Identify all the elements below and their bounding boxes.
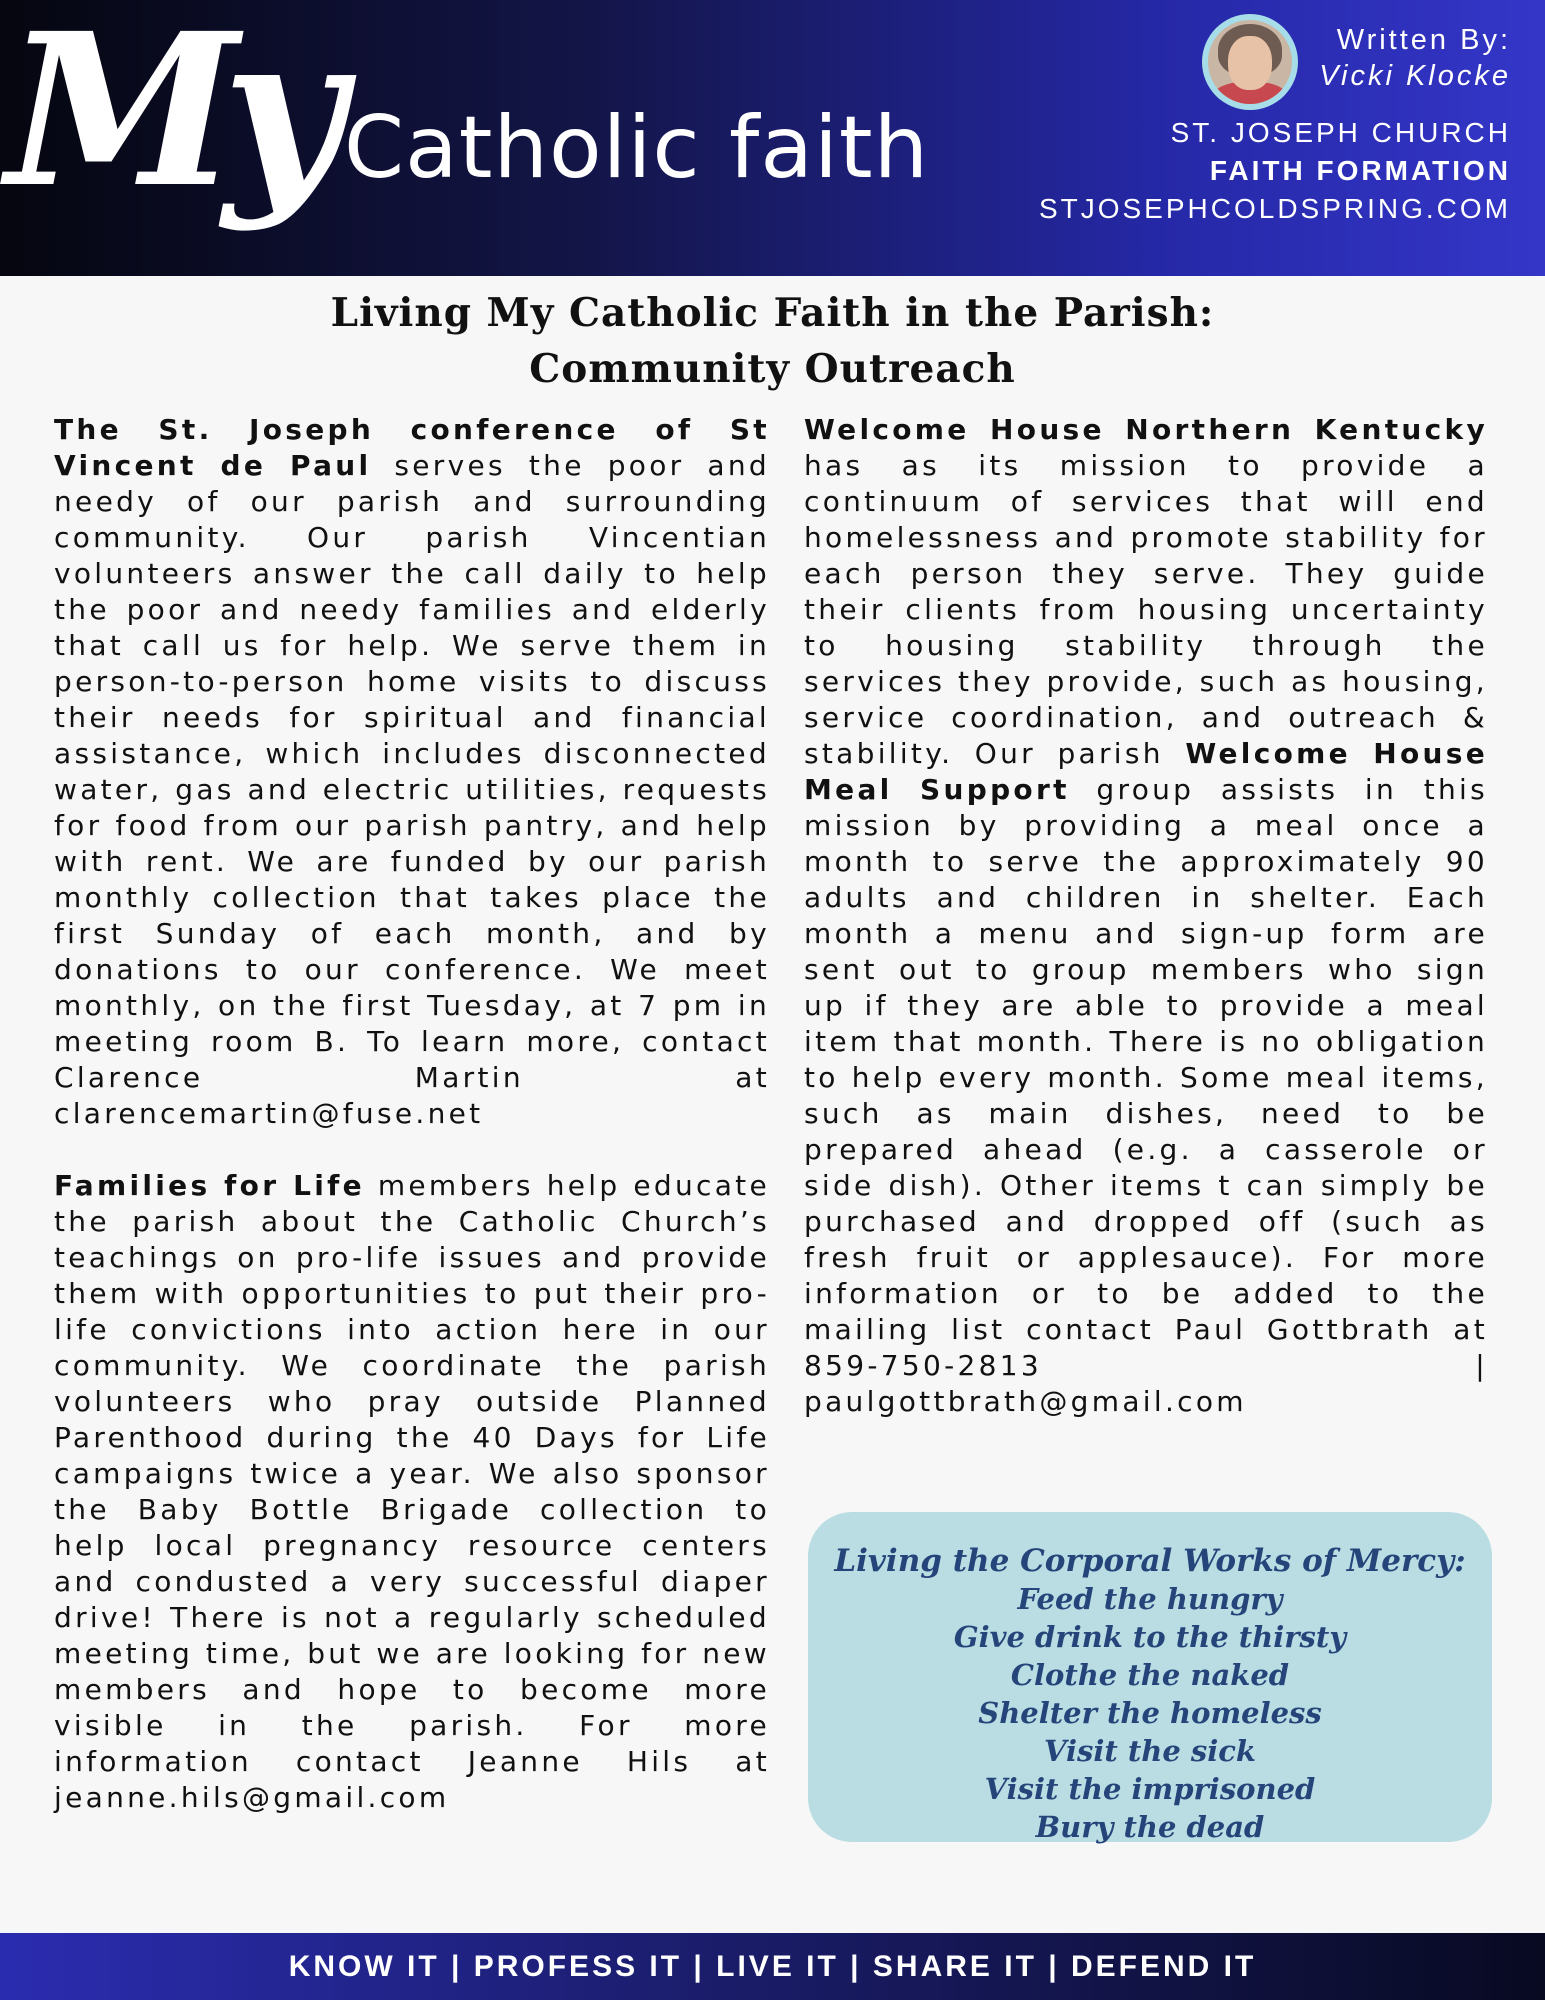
welcome-house-heading: Welcome House Northern Kentucky	[804, 413, 1488, 446]
mercy-item: Feed the hungry	[1017, 1582, 1283, 1616]
welcome-house-body-2: group assists in this mission by providing a meal once a month to serve the approximately 90 adults and children in shelter. Each month a menu and sign-up form are sent out to group members who sign up if they are able to provide a meal item that month. There is no obligation to help every month. Some meal items, such as main dishes, need to be prepared ahead (e.g. a casserole or side dish). Other items t can simply be purchased and dropped off (such as fresh fruit or applesauce). For more information or to be added to the mailing list contact Paul Gottbrath at 859-750-2813 | paulgottbrath@gmail.com	[804, 773, 1488, 1418]
svdp-heading: The St. Joseph conference of St Vincent de Paul	[54, 413, 770, 482]
ffl-body: members help educate the parish about the Catholic Church’s teachings on pro-life issues and provide them with opportunities to put their pro-life convictions into action here in our community. We coordinate the parish volunteers who pray outside Planned Parenthood during the 40 Days for Life campaigns twice a year. We also sponsor the Baby Bottle Brigade collection to help local pregnancy resource centers and condusted a very successful diaper drive! There is not a regularly scheduled meeting time, but we are looking for new members and hope to become more visible in the parish. For more information contact Jeanne Hils at jeanne.hils@gmail.com	[54, 1169, 770, 1814]
welcome-house-paragraph	[804, 412, 1488, 1420]
author-block	[1319, 22, 1511, 94]
svdp-body: serves the poor and needy of our parish and surrounding community. Our parish Vincentian volunteers answer the call daily to help the poor and needy families and elderly that call us for help. We serve them in person-to-person home visits to discuss their needs for spiritual and financial assistance, which includes disconnected water, gas and electric utilities, requests for food from our parish pantry, and help with rent. We are funded by our parish monthly collection that takes place the first Sunday of each month, and by donations to our conference. We meet monthly, on the first Tuesday, at 7 pm in meeting room B. To learn more, contact Clarence Martin at clarencemartin@fuse.net	[54, 449, 770, 1130]
welcome-house-body-1: has as its mission to provide a continuum of services that will end homelessness and promote stability for each person they serve. They guide their clients from housing uncertainty to housing stability through the services they provide, such as housing, service coordination, and outreach & stability. Our parish	[804, 449, 1488, 770]
page-title-line-2: Community Outreach	[529, 346, 1016, 392]
mercy-item: Shelter the homeless	[978, 1696, 1322, 1730]
parish-block	[1039, 114, 1511, 228]
ffl-heading: Families for Life	[54, 1169, 365, 1202]
ffl-paragraph	[54, 1168, 770, 1816]
page-title-line-1: Living My Catholic Faith in the Parish:	[330, 290, 1215, 336]
logo-my: My	[6, 0, 329, 234]
left-column	[54, 412, 770, 1852]
footer-banner	[0, 1933, 1545, 2000]
mercy-item: Visit the sick	[1044, 1734, 1256, 1768]
department-name: FAITH FORMATION	[1209, 155, 1511, 186]
website-link[interactable]: STJOSEPHCOLDSPRING.COM	[1038, 193, 1511, 224]
right-column	[804, 412, 1488, 1456]
header-banner	[0, 0, 1545, 276]
written-by-label: Written By:	[1336, 24, 1511, 56]
footer-tagline: KNOW IT | PROFESS IT | LIVE IT | SHARE IT | DEFEND IT	[288, 1950, 1257, 1983]
mercy-item: Clothe the naked	[1010, 1658, 1290, 1692]
mercy-item: Visit the imprisoned	[984, 1772, 1316, 1806]
mercy-item: Give drink to the thirsty	[953, 1620, 1347, 1654]
logo-subtitle: Catholic faith	[344, 98, 930, 198]
author-avatar	[1202, 14, 1298, 110]
corporal-works-box	[808, 1512, 1492, 1842]
parish-name: ST. JOSEPH CHURCH	[1170, 117, 1511, 148]
corporal-works-title: Living the Corporal Works of Mercy:	[834, 1543, 1466, 1579]
svdp-paragraph	[54, 412, 770, 1132]
meal-support-heading: Welcome House Meal Support	[804, 737, 1488, 806]
author-name: Vicki Klocke	[1319, 60, 1511, 92]
mercy-item: Bury the dead	[1035, 1810, 1265, 1844]
author-photo	[1208, 20, 1292, 104]
